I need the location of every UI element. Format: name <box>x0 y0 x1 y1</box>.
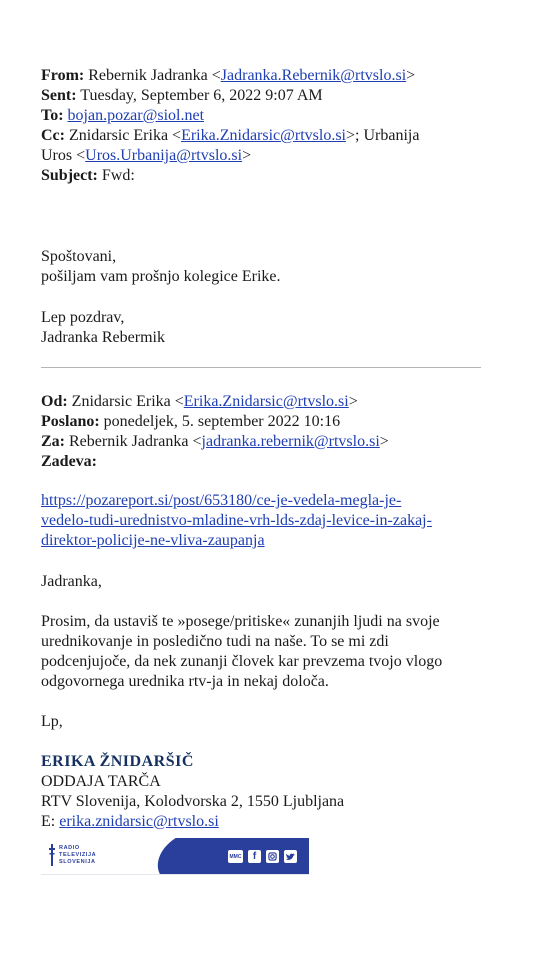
rtv-banner <box>41 838 309 875</box>
article-link-line-1[interactable]: https://pozareport.si/post/653180/ce-je-vedela-megla-je- <box>41 492 402 509</box>
za-close: > <box>379 433 389 450</box>
twitter-icon[interactable] <box>284 850 297 863</box>
paragraph-line: urednikovanje in posledično tudi na naše. To se mi zdi <box>41 633 389 650</box>
to-label: To: <box>41 107 64 124</box>
za-email-link[interactable]: jadranka.rebernik@rtvslo.si <box>201 433 380 450</box>
salutation: Spoštovani, <box>41 248 117 265</box>
from-line <box>41 66 501 86</box>
greeting: Jadranka, <box>41 573 102 590</box>
from-label: From: <box>41 67 85 84</box>
logo-line-3: SLOVENIJA <box>59 859 96 865</box>
mmc-icon[interactable]: MMC <box>228 850 243 863</box>
od-email-link[interactable]: Erika.Znidarsic@rtvslo.si <box>183 393 349 410</box>
to-email-link[interactable]: bojan.pozar@siol.net <box>67 107 205 124</box>
sent-line <box>41 86 501 106</box>
article-link-line-3[interactable]: direktor-policije-ne-vliva-zaupanja <box>41 532 265 549</box>
social-icons <box>228 850 297 863</box>
cc-close: > <box>242 147 252 164</box>
signature-address: RTV Slovenija, Kolodvorska 2, 1550 Ljubljana <box>41 793 345 810</box>
instagram-icon[interactable] <box>266 850 279 863</box>
signature-email-label: E: <box>41 813 60 830</box>
subject-value: Fwd: <box>101 167 135 184</box>
od-label: Od: <box>41 393 68 410</box>
article-link-line-2[interactable]: vedelo-tudi-urednistvo-mladine-vrh-lds-zdaj-levice-in-zakaj- <box>41 512 432 529</box>
forward-header <box>41 66 501 186</box>
za-line <box>41 432 501 452</box>
zadeva-label: Zadeva: <box>41 453 97 470</box>
poslano-label: Poslano: <box>41 413 100 430</box>
divider <box>41 367 481 368</box>
rtv-logo-icon <box>49 844 55 866</box>
forward-closing <box>41 308 165 348</box>
forward-message-body <box>41 247 281 287</box>
sign-off: Lp, <box>41 713 63 730</box>
from-close: > <box>406 67 416 84</box>
cc-line <box>41 126 501 146</box>
poslano-line <box>41 412 501 432</box>
signature-email-link[interactable]: erika.znidarsic@rtvslo.si <box>59 813 219 830</box>
cc-name-2: Uros < <box>41 147 86 164</box>
from-name: Rebernik Jadranka < <box>88 67 221 84</box>
sent-value: Tuesday, September 6, 2022 9:07 AM <box>80 87 323 104</box>
cc-separator: >; Urbanija <box>346 127 420 144</box>
closing-greeting: Lep pozdrav, <box>41 309 125 326</box>
za-name: Rebernik Jadranka < <box>69 433 202 450</box>
to-line <box>41 106 501 126</box>
closing-signature: Jadranka Rebermik <box>41 329 165 346</box>
subject-line <box>41 166 501 186</box>
paragraph-line: podcenjujoče, da nek zunanji človek kar prevzema tvojo vlogo <box>41 653 443 670</box>
article-link[interactable] <box>41 491 481 551</box>
od-close: > <box>348 393 358 410</box>
cc-line-2 <box>41 146 501 166</box>
subject-label: Subject: <box>41 167 98 184</box>
signature-name: ERIKA ŽNIDARŠIČ <box>41 753 194 770</box>
paragraph-line: Prosim, da ustaviš te »posege/pritiske« zunanjih ljudi na svoje <box>41 613 440 630</box>
original-header <box>41 392 501 472</box>
logo-line-2: TELEVIZIJA <box>59 852 97 858</box>
from-email-link[interactable]: Jadranka.Rebernik@rtvslo.si <box>220 67 407 84</box>
rtv-logo-text <box>59 845 96 866</box>
cc-label: Cc: <box>41 127 65 144</box>
logo-line-1: RADIO <box>59 845 80 851</box>
signature-block <box>41 752 344 832</box>
message-paragraph <box>41 612 491 692</box>
sent-label: Sent: <box>41 87 77 104</box>
message-line: pošiljam vam prošnjo kolegice Erike. <box>41 268 281 285</box>
od-name: Znidarsic Erika < <box>71 393 184 410</box>
cc-email-link-1[interactable]: Erika.Znidarsic@rtvslo.si <box>181 127 346 144</box>
facebook-icon[interactable]: f <box>248 850 261 863</box>
cc-name-1: Znidarsic Erika < <box>68 127 182 144</box>
paragraph-line: odgovornega urednika rtv-ja in nekaj določa. <box>41 673 329 690</box>
od-line <box>41 392 501 412</box>
zadeva-line <box>41 452 501 472</box>
za-label: Za: <box>41 433 65 450</box>
signature-email-line <box>41 812 344 832</box>
signature-show: ODDAJA TARČA <box>41 773 161 790</box>
cc-email-link-2[interactable]: Uros.Urbanija@rtvslo.si <box>85 147 243 164</box>
poslano-value: ponedeljek, 5. september 2022 10:16 <box>103 413 341 430</box>
